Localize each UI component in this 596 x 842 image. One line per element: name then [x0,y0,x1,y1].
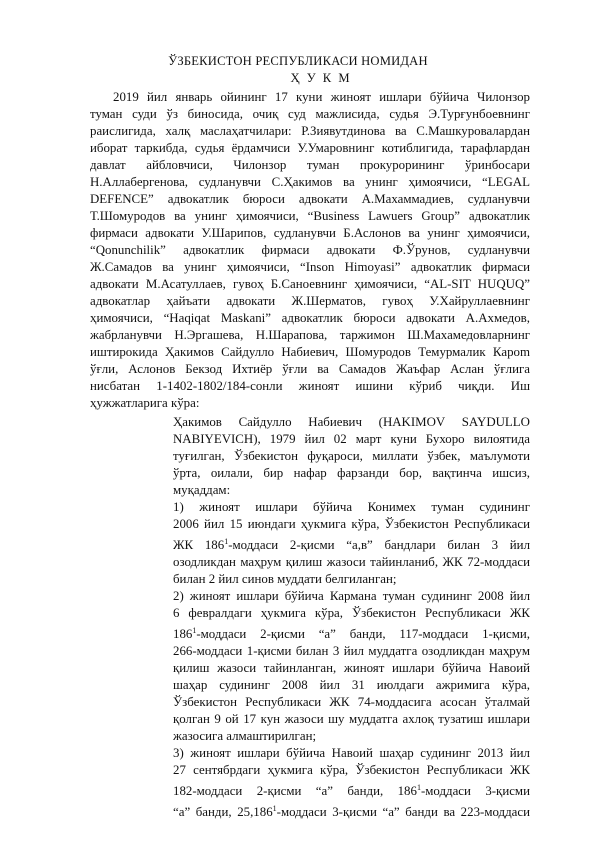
conviction-2-line: шаҳар судининг 2008 йил 31 июлдаги ажримига кўра, [173,678,530,692]
intro-line: ўғли, Аслонов Бекзод Ихтиёр ўғли ва Самадов Жаъфар Аслан ўғлига [90,362,530,376]
superscript: 1 [224,537,229,546]
intro-line: давлат айбловчиси, Чилонзор туман прокурорининг ўринбосари [90,158,530,172]
text-fragment: -моддаси 2-қисми “а,в” бандлари билан 3 йил [228,538,530,552]
conviction-2-line: жазосига алмаштирилган; [173,729,317,743]
conviction-3-line [173,804,530,821]
intro-line: иборат таркибда, судья ёрдамчиси У.Умаровнинг котиблигида, тарафлардан [90,141,530,155]
text-fragment: “а” банди, 25,186 [173,805,273,819]
intro-line: адвокати М.Асатуллаев, гувоҳ Б.Саноевнинг ҳимоячиси, “AL-SIT HUQUQ” [90,277,530,291]
conviction-3-line [173,783,530,800]
conviction-2-line: қолган 9 ой 17 кун жазоси шу муддатга ахлоқ тузатиш ишлари [173,712,530,726]
text-fragment: -моддаси 3-қисми “а” банди ва 223-моддаси [276,805,531,819]
conviction-1-line: билан 2 йил синов муддати белгиланган; [173,572,397,586]
conviction-2-line: қилиш жазоси тайинланган, жиноят ишлари бўйича Навоий [173,661,530,675]
document-subtitle: Ҳ У К М [290,71,352,85]
intro-line: фирмаси адвокати У.Шарипов, судланувчи Б.Аслонов ва унинг ҳимоячиси, [90,226,530,240]
intro-line: DEFENCE” адвокатлик бюроси адвокати А.Махаммадиев, судланувчи [90,192,530,206]
intro-line: нисбатан 1-1402-1802/184-сонли жиноят ишини кўриб чиқди. Иш [90,379,530,393]
intro-line: 2019 йил январь ойининг 17 куни жиноят ишлари бўйича Чилонзор [113,90,530,104]
document-title: ЎЗБЕКИСТОН РЕСПУБЛИКАСИ НОМИДАН [168,54,428,68]
text-fragment: ЖК 186 [173,538,225,552]
conviction-2-line: 266-моддаси 1-қисми билан 3 йил муддатга озодликдан маҳрум [173,644,530,658]
conviction-3-line: 3) жиноят ишлари бўйича Навоий шаҳар судининг 2013 йил [173,746,530,760]
defendant-line: муқаддам: [173,483,231,497]
conviction-1-line: 2006 йил 15 июндаги ҳукмига кўра, Ўзбекистон Республикаси [173,517,530,531]
intro-line: адвокатлар ҳайъати адвокати Ж.Шерматов, гувоҳ У.Хайруллаевнинг [90,294,530,308]
text-fragment: -моддаси 2-қисми “а” банди, 117-моддаси 1-қисми, [196,627,530,641]
conviction-1-line: 1) жиноят ишлари бўйича Конимех туман судининг [173,500,530,514]
superscript: 1 [416,783,421,792]
intro-line: раислигида, халқ маслаҳатчилари: Р.Зиявутдинова ва С.Машкуровалардан [90,124,530,138]
intro-line: жабрланувчи Н.Эргашева, Н.Шарапова, таржимон Ш.Махамедовларнинг [90,328,530,342]
conviction-1-line [173,537,530,554]
conviction-2-line: 6 февралдаги ҳукмига кўра, Ўзбекистон Республикаси ЖК [173,606,530,620]
intro-line: Т.Шомуродов ва унинг ҳимоячиси, “Business Lawuers Group” адвокатлик [90,209,530,223]
conviction-3-line: 27 сентябрдаги ҳукмига кўра, Ўзбекистон Республикаси ЖК [173,763,530,777]
intro-line: туман суди ўз биносида, очиқ суд мажлисида, судья Э.Турғунбоевнинг [90,107,530,121]
defendant-line: ўрта, оилали, бир нафар фарзанди бор, вақтинча ишсиз, [173,466,530,480]
intro-line: ҳимоячиси, “Haqiqat Maskani” адвокатлик бюроси адвокати А.Ахмедов, [90,311,530,325]
text-fragment: -моддаси 3-қисми [420,784,530,798]
intro-line: иштирокида Ҳакимов Сайдулло Набиевич, Шомуродов Темурмалик Кароm [90,345,530,359]
conviction-2-line: Ўзбекистон Республикаси ЖК 74-моддасига асосан ўталмай [173,695,530,709]
intro-line: Ж.Самадов ва унинг ҳимоячиси, “Inson Himoyasi” адвокатлик фирмаси [90,260,530,274]
superscript: 1 [272,804,277,813]
text-fragment: 182-моддаси 2-қисми “а” банди, 186 [173,784,417,798]
defendant-line: NABIYEVICH), 1979 йил 02 март куни Бухоро вилоятида [173,432,530,446]
defendant-line: Ҳакимов Сайдулло Набиевич (HAKIMOV SAYDULLO [173,415,530,429]
intro-line: “Qonunchilik” адвокатлик фирмаси адвокати Ф.Ўрунов, судланувчи [90,243,530,257]
defendant-line: туғилган, Ўзбекистон фуқароси, миллати ўзбек, маълумоти [173,449,530,463]
conviction-2-line [173,626,530,643]
conviction-1-line: озодликдан маҳрум қилиш жазоси тайинланиб, ЖК 72-моддаси [173,555,530,569]
superscript: 1 [192,626,197,635]
intro-line: ҳужжатларига кўра: [90,396,200,410]
intro-line: Н.Аллабергенова, судланувчи С.Ҳакимов ва унинг ҳимоячиси, “LEGAL [90,175,530,189]
text-fragment: 186 [173,627,193,641]
conviction-2-line: 2) жиноят ишлари бўйича Кармана туман судининг 2008 йил [173,589,530,603]
